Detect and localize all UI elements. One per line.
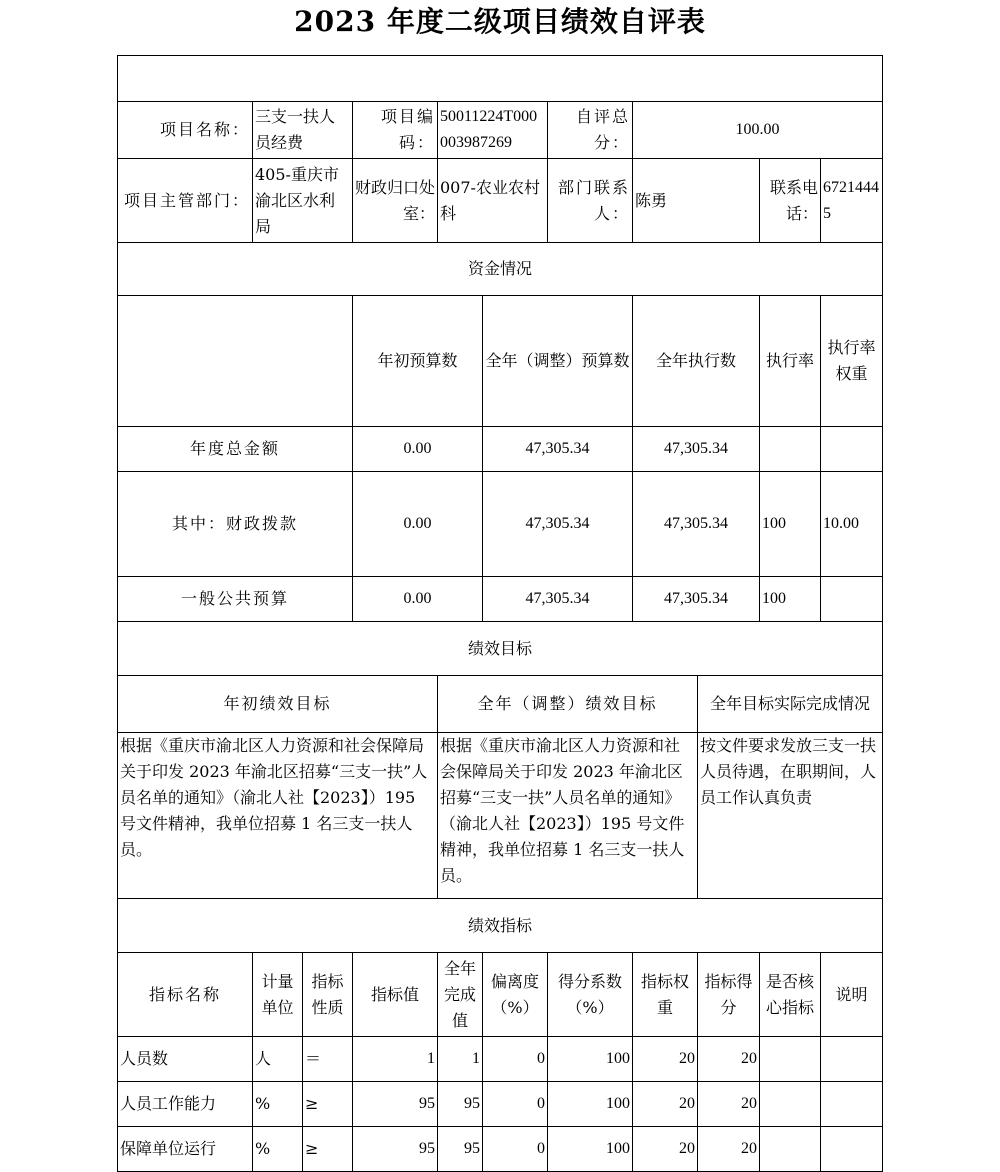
funds-header-blank (118, 296, 353, 427)
funds-cell (760, 427, 821, 472)
goals-content-row (118, 733, 883, 899)
ind-note (821, 1082, 883, 1127)
blank-header-row (118, 56, 883, 102)
ind-completed: 1 (438, 1037, 483, 1082)
ind-header-score: 指标得分 (698, 953, 760, 1037)
ind-core (760, 1037, 821, 1082)
indicator-row (118, 1127, 883, 1172)
indicator-row (118, 1082, 883, 1127)
ind-header-unit: 计量单位 (253, 953, 303, 1037)
ind-name: 人员工作能力 (118, 1082, 253, 1127)
funds-row (118, 577, 883, 622)
funds-cell (821, 577, 883, 622)
funds-cell: 47,305.34 (633, 472, 760, 577)
ind-score: 20 (698, 1127, 760, 1172)
funds-row-label: 一般公共预算 (118, 577, 353, 622)
ind-name: 保障单位运行 (118, 1127, 253, 1172)
ind-target: 95 (353, 1082, 438, 1127)
funds-row-label: 其中：财政拨款 (118, 472, 353, 577)
ind-note (821, 1037, 883, 1082)
ind-header-nature: 指标性质 (303, 953, 353, 1037)
funds-cell: 47,305.34 (483, 427, 633, 472)
page-title: 2023 年度二级项目绩效自评表 (294, 5, 706, 38)
goals-header-initial: 年初绩效目标 (118, 676, 438, 733)
ind-header-weight: 指标权重 (633, 953, 698, 1037)
funds-row (118, 427, 883, 472)
funds-cell: 47,305.34 (633, 577, 760, 622)
goals-header-adjusted: 全年（调整）绩效目标 (438, 676, 698, 733)
ind-coefficient: 100 (548, 1082, 633, 1127)
contact-label: 部门联系人： (548, 159, 633, 243)
ind-score: 20 (698, 1082, 760, 1127)
ind-header-note: 说明 (821, 953, 883, 1037)
project-code-label: 项目编码： (353, 102, 438, 159)
ind-target: 1 (353, 1037, 438, 1082)
goals-initial-text: 根据《重庆市渝北区人力资源和社会保障局关于印发 2023 年渝北区招募“三支一扶”人员名单的通知》（渝北人社【2023】）195 号文件精神，我单位招募 1 名三支一扶人员。 (118, 733, 438, 899)
ind-core (760, 1082, 821, 1127)
funds-row (118, 472, 883, 577)
ind-completed: 95 (438, 1082, 483, 1127)
ind-header-deviation: 偏离度（%） (483, 953, 548, 1037)
goals-header-actual: 全年目标实际完成情况 (698, 676, 883, 733)
funds-row-label: 年度总金额 (118, 427, 353, 472)
ind-nature: ＝ (303, 1037, 353, 1082)
ind-core (760, 1127, 821, 1172)
ind-target: 95 (353, 1127, 438, 1172)
ind-header-coefficient: 得分系数（%） (548, 953, 633, 1037)
ind-weight: 20 (633, 1037, 698, 1082)
indicators-header-row (118, 953, 883, 1037)
funds-cell: 0.00 (353, 577, 483, 622)
ind-weight: 20 (633, 1127, 698, 1172)
goals-adjusted-text: 根据《重庆市渝北区人力资源和社会保障局关于印发 2023 年渝北区招募“三支一扶”人员名单的通知》（渝北人社【2023】）195 号文件精神，我单位招募 1 名三支一扶人员。 (438, 733, 698, 899)
funds-header-row (118, 296, 883, 427)
ind-note (821, 1127, 883, 1172)
indicators-section-title: 绩效指标 (118, 899, 883, 953)
ind-deviation: 0 (483, 1127, 548, 1172)
goals-section-title: 绩效目标 (118, 622, 883, 676)
ind-nature: ≥ (303, 1082, 353, 1127)
funds-cell: 47,305.34 (633, 427, 760, 472)
funds-header-exec-rate: 执行率 (760, 296, 821, 427)
funds-header-initial-budget: 年初预算数 (353, 296, 483, 427)
ind-name: 人员数 (118, 1037, 253, 1082)
funds-cell: 0.00 (353, 472, 483, 577)
goals-header-row (118, 676, 883, 733)
funds-header-adjusted-budget: 全年（调整）预算数 (483, 296, 633, 427)
ind-weight: 20 (633, 1082, 698, 1127)
funds-cell: 47,305.34 (483, 472, 633, 577)
ind-unit: % (253, 1082, 303, 1127)
project-name-value: 三支一扶人员经费 (253, 102, 353, 159)
contact-value: 陈勇 (633, 159, 760, 243)
ind-unit: % (253, 1127, 303, 1172)
office-label: 财政归口处室： (353, 159, 438, 243)
funds-header-executed: 全年执行数 (633, 296, 760, 427)
project-code-value: 50011224T000003987269 (438, 102, 548, 159)
funds-cell: 100 (760, 577, 821, 622)
self-score-label: 自评总分： (548, 102, 633, 159)
funds-section-title: 资金情况 (118, 243, 883, 296)
ind-completed: 95 (438, 1127, 483, 1172)
project-name-label: 项目名称： (118, 102, 253, 159)
project-dept-row (118, 159, 883, 243)
project-name-row (118, 102, 883, 159)
indicator-row (118, 1037, 883, 1082)
evaluation-form-table (117, 55, 883, 1172)
ind-deviation: 0 (483, 1082, 548, 1127)
goals-actual-text: 按文件要求发放三支一扶人员待遇，在职期间，人员工作认真负责 (698, 733, 883, 899)
funds-cell: 47,305.34 (483, 577, 633, 622)
dept-label: 项目主管部门： (118, 159, 253, 243)
funds-cell: 10.00 (821, 472, 883, 577)
ind-coefficient: 100 (548, 1127, 633, 1172)
ind-header-name: 指标名称 (118, 953, 253, 1037)
funds-cell: 100 (760, 472, 821, 577)
phone-label: 联系电话： (760, 159, 821, 243)
funds-cell (821, 427, 883, 472)
ind-header-completed: 全年完成值 (438, 953, 483, 1037)
self-score-value: 100.00 (633, 102, 883, 159)
funds-header-rate-weight: 执行率权重 (821, 296, 883, 427)
funds-cell: 0.00 (353, 427, 483, 472)
ind-header-target: 指标值 (353, 953, 438, 1037)
dept-value: 405-重庆市渝北区水利局 (253, 159, 353, 243)
phone-value: 67214445 (821, 159, 883, 243)
office-value: 007-农业农村科 (438, 159, 548, 243)
ind-nature: ≥ (303, 1127, 353, 1172)
ind-coefficient: 100 (548, 1037, 633, 1082)
ind-header-core: 是否核心指标 (760, 953, 821, 1037)
ind-score: 20 (698, 1037, 760, 1082)
ind-deviation: 0 (483, 1037, 548, 1082)
ind-unit: 人 (253, 1037, 303, 1082)
